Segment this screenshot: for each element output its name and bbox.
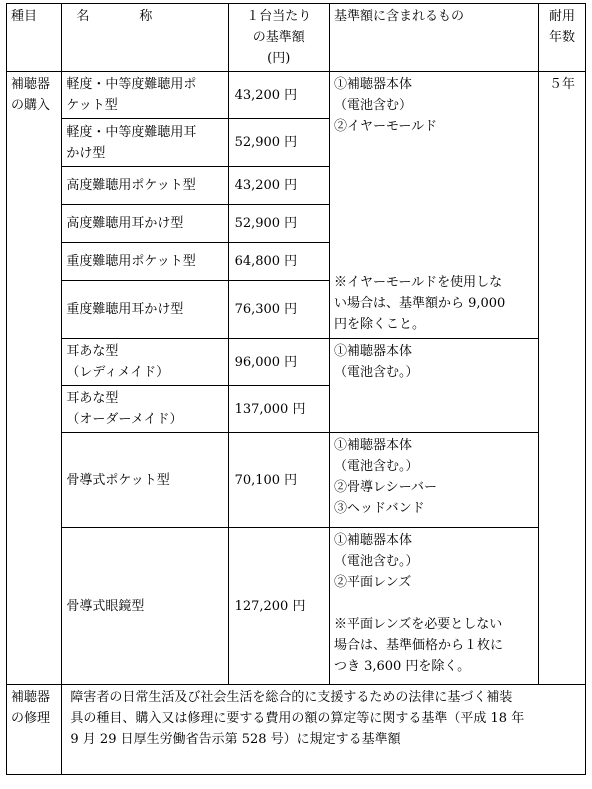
included-note: 場合は、基準価格から１枚に: [333, 638, 503, 653]
item-name-line-2: （レディメイド）: [66, 365, 170, 380]
included-line: ②骨導レシーバー: [333, 480, 437, 495]
included-line: （電池含む。）: [333, 554, 419, 569]
item-name: 骨導式ポケット型: [62, 433, 228, 528]
item-name: [62, 339, 228, 386]
included-note: 円を除くこと。: [333, 317, 425, 332]
item-name-line-1: 耳あな型: [66, 391, 119, 406]
included-group-3: [329, 433, 538, 528]
item-name: 高度難聴用ポケット型: [62, 167, 228, 205]
header-price: [228, 4, 329, 72]
item-price: 43,200 円: [228, 72, 329, 119]
included-group-1: [329, 72, 538, 339]
category-purchase: [7, 72, 62, 685]
included-line: ①補聴器本体: [333, 77, 412, 92]
included-line: （電池含む。）: [333, 365, 419, 380]
repair-text-line: 具の種目、購入又は修理に要する費用の額の算定等に関する基準（平成 18 年: [70, 711, 525, 726]
repair-description: [62, 685, 586, 775]
repair-text-line: 障害者の日常生活及び社会生活を総合的に支援するための法律に基づく補装: [70, 690, 513, 705]
item-name: 重度難聴用耳かけ型: [62, 281, 228, 339]
included-line: ②イヤーモールド: [333, 119, 438, 134]
included-line: （電池含む）: [333, 98, 412, 113]
item-price: 52,900 円: [228, 119, 329, 167]
category-purchase-line-1: 補聴器: [11, 77, 51, 92]
item-price: 127,200 円: [228, 528, 329, 685]
table-row: [7, 433, 586, 528]
item-name: 重度難聴用ポケット型: [62, 243, 228, 281]
category-repair-line-1: 補聴器: [11, 690, 51, 705]
included-note: つき 3,600 円を除く。: [333, 659, 471, 674]
included-line: ②平面レンズ: [333, 575, 412, 590]
repair-text-line: 9 月 29 日厚生労働省告示第 528 号）に規定する基準額: [70, 732, 401, 747]
item-price: 70,100 円: [228, 433, 329, 528]
included-note: ※平面レンズを必要としない: [333, 617, 503, 632]
item-name: 高度難聴用耳かけ型: [62, 205, 228, 243]
life-years: ５年: [538, 72, 585, 685]
header-life-line-1: 耐用: [548, 9, 575, 24]
header-name-char-2: 称: [139, 9, 153, 24]
header-life: [538, 4, 585, 72]
included-line: ③ヘッドバンド: [333, 501, 425, 516]
repair-row: [7, 685, 586, 775]
header-life-line-2: 年数: [548, 30, 575, 45]
item-name-line-1: 軽度・中等度難聴用ポ: [66, 77, 197, 92]
header-price-line-1: １台当たり: [246, 9, 312, 24]
item-name: [62, 119, 228, 167]
item-name-line-1: 軽度・中等度難聴用耳: [66, 124, 197, 140]
item-price: 76,300 円: [228, 281, 329, 339]
header-name-char-1: 名: [76, 9, 90, 24]
hearing-aid-standard-table: [6, 3, 586, 775]
item-name: [62, 386, 228, 433]
header-price-line-2: の基準額: [252, 30, 305, 45]
item-name-line-2: （オーダーメイド）: [66, 412, 183, 427]
item-price: 64,800 円: [228, 243, 329, 281]
item-name-line-1: 耳あな型: [66, 344, 119, 359]
item-price: 52,900 円: [228, 205, 329, 243]
category-repair: [7, 685, 62, 775]
header-row: [7, 4, 586, 72]
item-name-line-2: かけ型: [66, 145, 106, 161]
item-name-line-2: ケット型: [66, 98, 118, 113]
header-included: 基準額に含まれるもの: [329, 4, 538, 72]
header-name: [62, 4, 228, 72]
category-repair-line-2: の修理: [11, 711, 51, 726]
included-line: ①補聴器本体: [333, 344, 412, 359]
category-purchase-line-2: の購入: [11, 98, 51, 113]
table-row: [7, 339, 586, 386]
item-name: 骨導式眼鏡型: [62, 528, 228, 685]
item-name: [62, 72, 228, 119]
header-category: 種目: [7, 4, 62, 72]
included-line: ①補聴器本体: [333, 533, 412, 548]
included-line: ①補聴器本体: [333, 438, 412, 453]
included-note: ※イヤーモールドを使用しな: [333, 275, 503, 290]
table-row: [7, 528, 586, 685]
item-price: 96,000 円: [228, 339, 329, 386]
item-price: 43,200 円: [228, 167, 329, 205]
table-row: [7, 72, 586, 119]
included-group-2: [329, 339, 538, 433]
included-note: い場合は、基準額から 9,000: [333, 296, 506, 311]
included-line: （電池含む。）: [333, 459, 419, 474]
item-price: 137,000 円: [228, 386, 329, 433]
header-price-line-3: (円): [267, 51, 291, 66]
included-group-4: [329, 528, 538, 685]
